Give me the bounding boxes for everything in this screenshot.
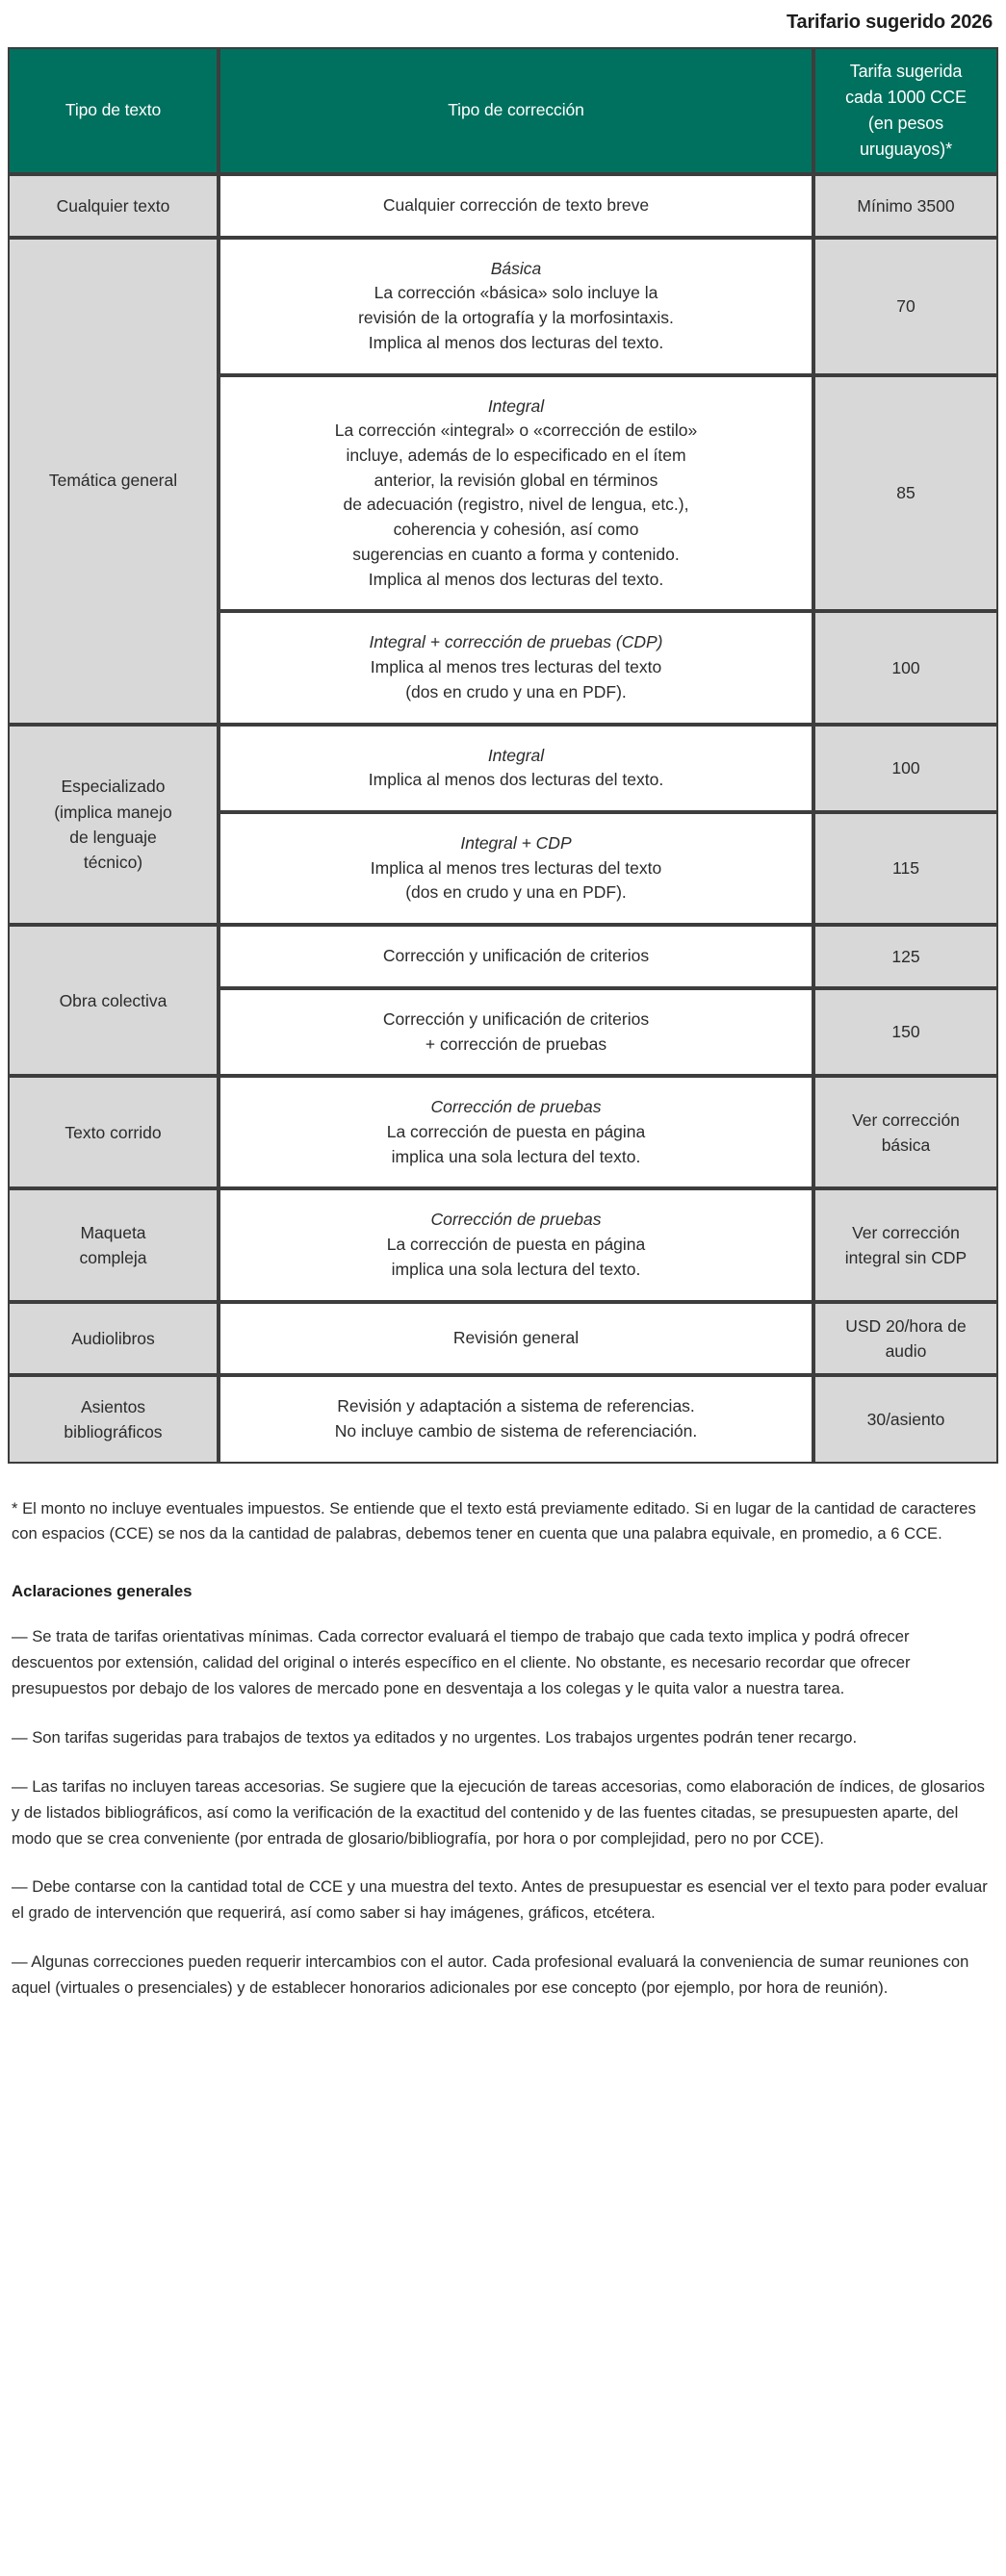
correction-detail-line: implica una sola lectura del texto.: [391, 1146, 641, 1166]
correction-detail-line: (dos en crudo y una en PDF).: [405, 882, 627, 903]
correction-name: Integral + CDP: [460, 832, 572, 853]
column-header-rate-line: (en pesos: [867, 114, 944, 133]
cell-rate-line: USD 20/hora de: [845, 1315, 967, 1336]
cell-rate-line: 70: [896, 296, 916, 317]
table-row: [8, 1188, 998, 1301]
cell-rate-value: [813, 1302, 998, 1376]
correction-detail-line: Revisión y adaptación a sistema de referencias.: [337, 1396, 695, 1416]
bottom-spacer: [8, 2002, 998, 2040]
cell-text-type-line: Asientos: [80, 1396, 146, 1416]
correction-name: Integral: [487, 745, 545, 765]
table-row: [8, 1076, 998, 1188]
correction-detail-line: implica una sola lectura del texto.: [391, 1259, 641, 1279]
cell-rate-line: 100: [891, 758, 920, 778]
cell-correction-type: [219, 812, 813, 925]
cell-text-type-line: bibliográficos: [64, 1421, 163, 1441]
cell-correction-type: [219, 611, 813, 724]
correction-detail-line: Corrección y unificación de criterios: [382, 1008, 650, 1029]
correction-name: Corrección de pruebas: [430, 1210, 602, 1230]
table-header-row: [8, 47, 998, 174]
correction-detail-line: La corrección «básica» solo incluye la: [374, 283, 658, 303]
cell-text-type: [8, 1188, 219, 1301]
correction-detail-line: Implica al menos tres lecturas del texto: [370, 857, 662, 878]
cell-text-type-line: de lenguaje: [69, 827, 157, 847]
correction-detail-line: sugerencias en cuanto a forma y contenido.: [352, 544, 680, 564]
cell-rate-line: básica: [881, 1135, 931, 1155]
cell-correction-type: [219, 174, 813, 238]
cell-rate-value: [813, 1375, 998, 1463]
note-item: — Algunas correcciones pueden requerir intercambios con el autor. Cada profesional evaluará la conveniencia de sumar reuniones con aquel (virtuales o presenciales) y de establecer honorarios adicionales por ese concepto (por ejemplo, por hora de reunión).: [12, 1952, 969, 1997]
cell-rate-value: [813, 1076, 998, 1188]
correction-detail-line: No incluye cambio de sistema de referenciación.: [334, 1420, 698, 1441]
cell-correction-type: [219, 238, 813, 375]
cell-text-type-line: (implica manejo: [54, 802, 172, 822]
page-title: Tarifario sugerido 2026: [787, 12, 993, 33]
correction-detail-line: de adecuación (registro, nivel de lengua, etc.),: [343, 495, 689, 515]
table-row: [8, 1375, 998, 1463]
correction-detail-line: La corrección «integral» o «corrección de estilo»: [334, 421, 698, 441]
cell-text-type: [8, 725, 219, 926]
cell-correction-type: [219, 1375, 813, 1463]
cell-text-type-line: Cualquier texto: [56, 195, 170, 216]
cell-rate-line: 115: [892, 858, 919, 879]
cell-text-type-line: Obra colectiva: [59, 990, 168, 1010]
cell-rate-line: Mínimo 3500: [857, 195, 955, 216]
cell-rate-line: 150: [891, 1022, 920, 1042]
cell-text-type: [8, 1375, 219, 1463]
cell-text-type: [8, 238, 219, 725]
cell-rate-line: Ver corrección: [852, 1222, 960, 1242]
column-header-text-type: Tipo de texto: [8, 47, 219, 174]
correction-detail-line: Implica al menos dos lecturas del texto.: [368, 569, 664, 589]
tariff-table: [8, 47, 998, 1464]
cell-rate-value: [813, 925, 998, 988]
cell-rate-value: [813, 174, 998, 238]
correction-name: Integral + corrección de pruebas (CDP): [369, 632, 663, 652]
correction-detail-line: La corrección de puesta en página: [386, 1121, 646, 1141]
cell-correction-type: [219, 988, 813, 1076]
note-item: — Son tarifas sugeridas para trabajos de textos ya editados y no urgentes. Los trabajos urgentes podrán tener recargo.: [12, 1727, 858, 1747]
cell-correction-type: [219, 725, 813, 812]
table-row: [8, 1302, 998, 1376]
correction-detail-line: coherencia y cohesión, así como: [393, 520, 639, 540]
correction-detail-line: Implica al menos tres lecturas del texto: [370, 657, 662, 677]
cell-rate-value: [813, 375, 998, 612]
table-row: [8, 238, 998, 375]
table-body: [8, 174, 998, 1464]
cell-text-type: [8, 1302, 219, 1376]
correction-detail-line: + corrección de pruebas: [425, 1033, 607, 1054]
correction-name: Corrección de pruebas: [430, 1097, 602, 1117]
column-header-rate-line: cada 1000 CCE: [845, 88, 967, 107]
table-header: [8, 47, 998, 174]
correction-detail-line: revisión de la ortografía y la morfosintaxis.: [358, 308, 674, 328]
cell-rate-value: [813, 611, 998, 724]
column-header-correction-type: Tipo de corrección: [219, 47, 813, 174]
cell-text-type: [8, 174, 219, 238]
cell-rate-value: [813, 812, 998, 925]
cell-rate-line: 100: [891, 657, 920, 677]
footnote-text: * El monto no incluye eventuales impuestos. Se entiende que el texto está previamente editado. Si en lugar de la cantidad de caracteres con espacios (CCE) se nos da la cantidad de palabras, debemos tener en cuenta que una palabra equivale, en promedio, a 6 CCE.: [12, 1498, 976, 1543]
cell-rate-line: 125: [891, 946, 920, 966]
table-row: [8, 174, 998, 238]
notes-heading: Aclaraciones generales: [12, 1582, 193, 1601]
correction-detail-line: incluye, además de lo especificado en el ítem: [346, 446, 686, 466]
correction-detail-line: Implica al menos dos lecturas del texto.: [368, 332, 664, 352]
cell-text-type-line: Maqueta: [80, 1222, 146, 1242]
column-header-rate-line: Tarifa sugerida: [849, 62, 963, 81]
cell-text-type-line: técnico): [83, 853, 143, 873]
cell-correction-type: [219, 925, 813, 988]
cell-text-type: [8, 1076, 219, 1188]
correction-detail-line: Revisión general: [452, 1327, 580, 1347]
cell-correction-type: [219, 1302, 813, 1376]
cell-correction-type: [219, 375, 813, 612]
cell-correction-type: [219, 1076, 813, 1188]
correction-detail-line: anterior, la revisión global en términos: [374, 470, 658, 490]
column-header-suggested-rate: [813, 47, 998, 174]
note-item: — Se trata de tarifas orientativas mínimas. Cada corrector evaluará el tiempo de trabajo que cada texto implica y podrá ofrecer descuentos por extensión, calidad del original o interés específico en el cliente. No obstante, es necesario recordar que ofrecer presupuestos por debajo de los valores de mercado pone en desventaja a los colegas y le quita valor a nuestra tarea.: [12, 1627, 911, 1697]
note-item: — Debe contarse con la cantidad total de CCE y una muestra del texto. Antes de presupuestar es esencial ver el texto para poder evaluar el grado de intervención que requerirá, así como saber si hay imágenes, gráficos, etcétera.: [12, 1877, 988, 1923]
cell-rate-line: 85: [896, 483, 916, 503]
cell-correction-type: [219, 1188, 813, 1301]
cell-rate-value: [813, 725, 998, 812]
cell-text-type-line: Texto corrido: [64, 1122, 162, 1142]
correction-name: Básica: [490, 258, 542, 278]
cell-rate-line: audio: [885, 1340, 927, 1361]
cell-text-type-line: compleja: [79, 1247, 147, 1267]
cell-text-type-line: Audiolibros: [71, 1328, 155, 1348]
correction-detail-line: Cualquier corrección de texto breve: [382, 195, 650, 215]
cell-rate-line: 30/asiento: [866, 1409, 945, 1429]
correction-detail-line: (dos en crudo y una en PDF).: [405, 681, 627, 701]
cell-rate-value: [813, 988, 998, 1076]
cell-rate-value: [813, 1188, 998, 1301]
note-item: — Las tarifas no incluyen tareas accesorias. Se sugiere que la ejecución de tareas accesorias, como elaboración de índices, de glosarios y de listados bibliográficos, así como la verificación de la exactitud del contenido y de las fuentes citadas, se presupuesten aparte, del modo que se crea conveniente (por entrada de glosario/bibliografía, por hora o por complejidad, pero no por CCE).: [12, 1776, 985, 1848]
table-row: [8, 725, 998, 812]
correction-name: Integral: [487, 395, 545, 416]
correction-detail-line: Corrección y unificación de criterios: [382, 946, 650, 966]
cell-text-type: [8, 925, 219, 1076]
cell-text-type-line: Especializado: [61, 777, 166, 797]
correction-detail-line: Implica al menos dos lecturas del texto.: [368, 770, 664, 790]
cell-rate-line: integral sin CDP: [844, 1247, 967, 1267]
cell-rate-value: [813, 238, 998, 375]
cell-text-type-line: Temática general: [48, 471, 178, 491]
correction-detail-line: La corrección de puesta en página: [386, 1235, 646, 1255]
cell-rate-line: Ver corrección: [852, 1109, 960, 1130]
table-row: [8, 925, 998, 988]
column-header-rate-line: uruguayos)*: [860, 140, 952, 159]
notes-list: [8, 1624, 998, 2002]
